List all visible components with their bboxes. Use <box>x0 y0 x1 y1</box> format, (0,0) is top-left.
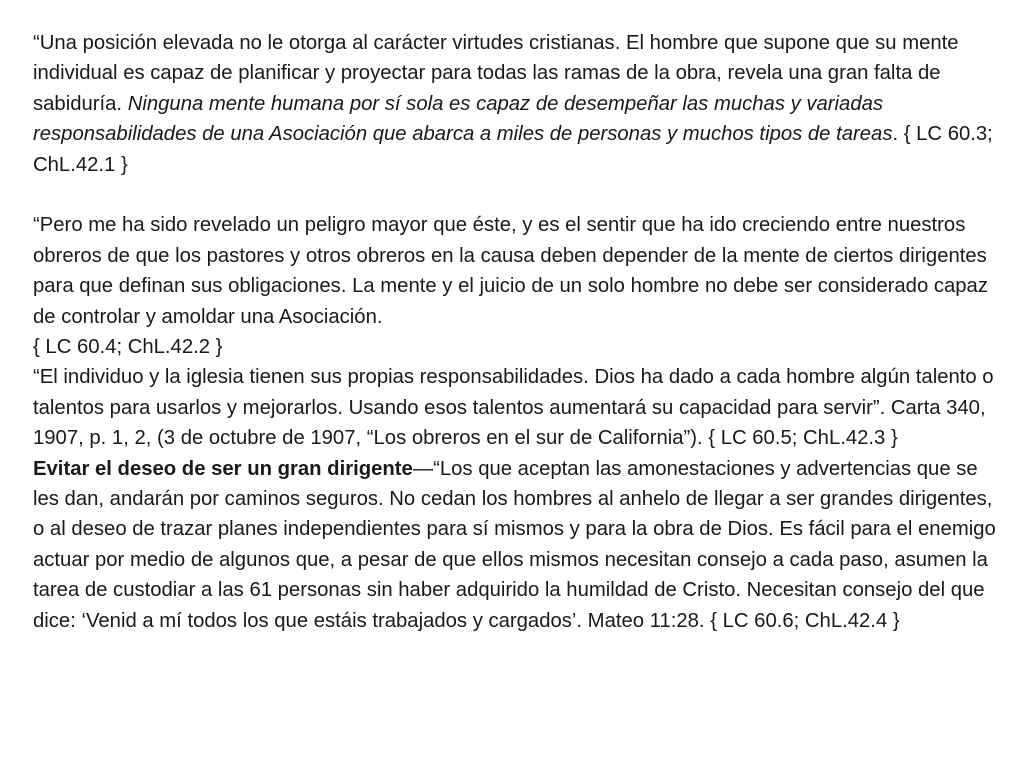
paragraph-4-heading: Evitar el deseo de ser un gran dirigente <box>33 457 413 480</box>
paragraph-1-italic-quote: Ninguna mente humana por sí sola es capaz de desempeñar las muchas y variadas responsabilidades de una Asociación que abarca a miles de personas y muchos tipos de tareas <box>33 92 893 146</box>
paragraph-4-text: —“Los que aceptan las amonestaciones y advertencias que se les dan, andarán por caminos seguros. No cedan los hombres al anhelo de llegar a ser grandes dirigentes, o al deseo de trazar planes independientes para sí mismos y para la obra de Dios. Es fácil para el enemigo actuar por medio de algunos que, a pesar de que ellos mismos necesitan consejo a cada paso, asumen la tarea de custodiar a las 61 personas sin haber adquirido la humildad de Cristo. Necesitan consejo del que dice: ‘Venid a mí todos los que estáis trabajados y cargados’. Mateo 11:28. { LC 60.6; ChL.42.4 } <box>33 457 996 632</box>
paragraph-2-reference: { LC 60.4; ChL.42.2 } <box>33 336 223 359</box>
paragraph-2 <box>33 210 1000 362</box>
paragraph-1 <box>33 28 1000 180</box>
paragraph-4 <box>33 454 1000 636</box>
paragraph-1-reference: . { LC 60.3; ChL.42.1 } <box>33 123 993 176</box>
paragraph-3 <box>33 362 1000 453</box>
paragraph-3-text: “El individuo y la iglesia tienen sus propias responsabilidades. Dios ha dado a cada hombre algún talento o talentos para usarlos y mejorarlos. Usando esos talentos aumentará su capacidad para servir”. Carta 340, 1907, p. 1, 2, (3 de octubre de 1907, “Los obreros en el sur de California”). { LC 60.5; ChL.42.3 } <box>33 366 994 450</box>
paragraph-2-text: “Pero me ha sido revelado un peligro mayor que éste, y es el sentir que ha ido creciendo entre nuestros obreros de que los pastores y otros obreros en la causa deben depender de la mente de ciertos dirigentes para que definan sus obligaciones. La mente y el juicio de un solo hombre no debe ser considerado capaz de controlar y amoldar una Asociación. <box>33 214 988 328</box>
paragraph-1-text: “Una posición elevada no le otorga al carácter virtudes cristianas. El hombre que supone que su mente individual es capaz de planificar y proyectar para todas las ramas de la obra, revela una gran falta de sabiduría. <box>33 32 959 115</box>
paragraph-gap <box>33 180 1000 210</box>
